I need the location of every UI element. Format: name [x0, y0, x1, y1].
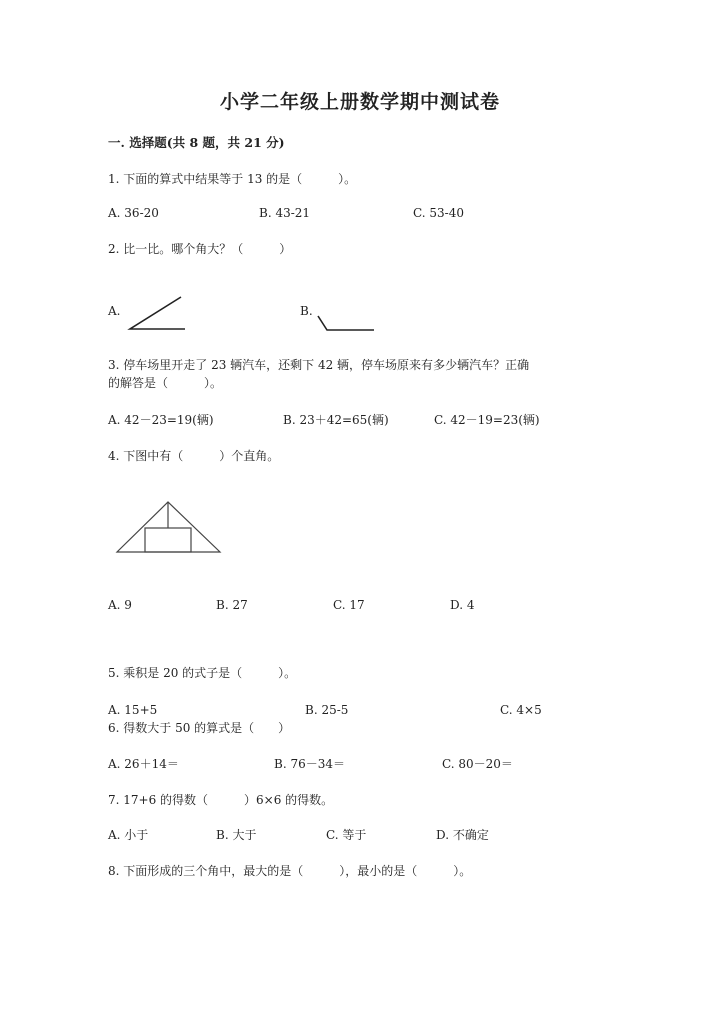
question-7: 7. 17+6 的得数（ ）6×6 的得数。 — [108, 793, 334, 807]
q7-option-b: B. 大于 — [216, 828, 257, 842]
q6-option-a: A. 26＋14＝ — [108, 757, 179, 771]
question-5: 5. 乘积是 20 的式子是（ ）。 — [108, 666, 297, 680]
q4-option-b: B. 27 — [216, 598, 248, 612]
q3-option-b: B. 23＋42=65(辆) — [283, 413, 389, 427]
q7-option-c: C. 等于 — [326, 828, 367, 842]
q7-option-d: D. 不确定 — [436, 828, 489, 842]
q6-option-c: C. 80－20＝ — [442, 757, 513, 771]
q7-option-a: A. 小于 — [108, 828, 149, 842]
q5-option-c: C. 4×5 — [500, 703, 542, 717]
question-4: 4. 下图中有（ ）个直角。 — [108, 449, 280, 463]
section-heading: 一. 选择题(共 8 题，共 21 分) — [108, 135, 285, 150]
q5-option-a: A. 15+5 — [108, 703, 158, 717]
q4-option-c: C. 17 — [333, 598, 365, 612]
q2-option-a: A. — [108, 304, 121, 318]
question-3-line2: 的解答是（ ）。 — [108, 376, 223, 390]
question-3-line1: 3. 停车场里开走了 23 辆汽车，还剩下 42 辆，停车场原来有多少辆汽车？正确 — [108, 358, 530, 372]
question-2: 2. 比一比。哪个角大？（ ） — [108, 242, 292, 256]
q3-option-c: C. 42－19=23(辆) — [434, 413, 540, 427]
q1-option-c: C. 53-40 — [413, 206, 464, 220]
page-title: 小学二年级上册数学期中测试卷 — [219, 91, 500, 113]
q3-option-a: A. 42－23=19(辆) — [108, 413, 214, 427]
q4-option-a: A. 9 — [108, 598, 132, 612]
q1-option-a: A. 36-20 — [108, 206, 159, 220]
q4-option-d: D. 4 — [450, 598, 475, 612]
question-8: 8. 下面形成的三个角中，最大的是（ ），最小的是（ ）。 — [108, 864, 472, 878]
q6-option-b: B. 76－34＝ — [274, 757, 345, 771]
q1-option-b: B. 43-21 — [259, 206, 311, 220]
question-6: 6. 得数大于 50 的算式是（ ） — [108, 721, 291, 735]
question-1: 1. 下面的算式中结果等于 13 的是（ ）。 — [108, 172, 357, 186]
q2-option-b: B. — [300, 304, 313, 318]
q5-option-b: B. 25-5 — [305, 703, 349, 717]
